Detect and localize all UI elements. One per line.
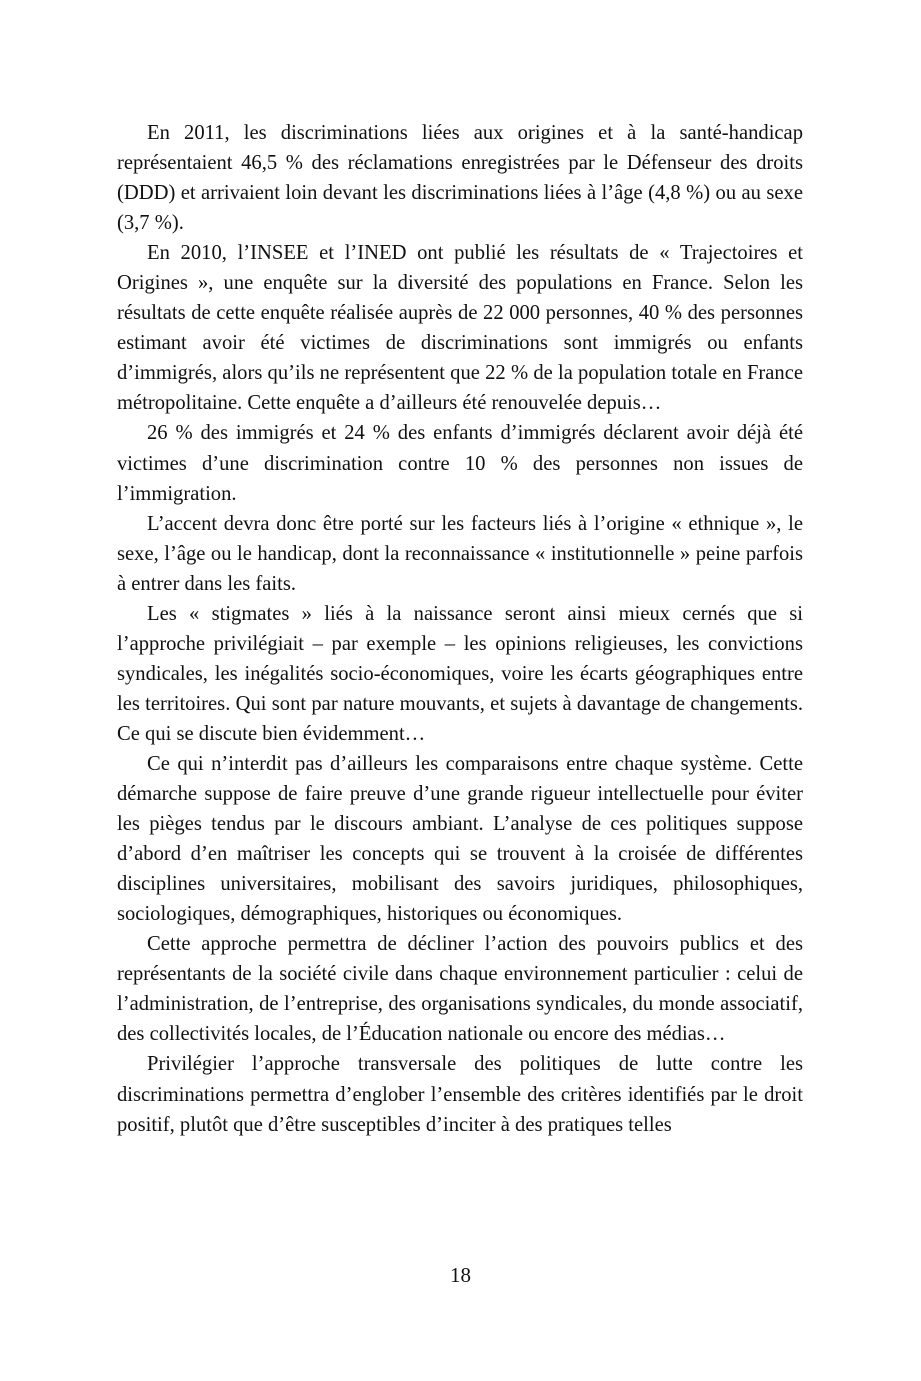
paragraph-5: Les « stigmates » liés à la naissance seront ainsi mieux cernés que si l’approche privilégiait – par exemple – les opinions religieuses, les convictions syndicales, les inégalités socio-économiques, voire les écarts géographiques entre les territoires. Qui sont par nature mouvants, et sujets à davantage de changements. Ce qui se discute bien évidemment… xyxy=(117,602,803,745)
paragraph-3: 26 % des immigrés et 24 % des enfants d’immigrés déclarent avoir déjà été victimes d’une discrimination contre 10 % des personnes non issues de l’immigration. xyxy=(117,422,803,505)
paragraph-1: En 2011, les discriminations liées aux origines et à la santé-handicap représentaient 46,5 % des réclamations enregistrées par le Défenseur des droits (DDD) et arrivaient loin devant les discriminations liées à l’âge (4,8 %) ou au sexe (3,7 %). xyxy=(117,122,803,235)
paragraph-7: Cette approche permettra de décliner l’action des pouvoirs publics et des représentants de la société civile dans chaque environnement particulier : celui de l’administration, de l’entreprise, des organisations syndicales, du monde associatif, des collectivités locales, de l’Éducation nationale ou encore des médias… xyxy=(117,933,803,1046)
page-number: 18 xyxy=(450,1263,471,1287)
paragraph-4: L’accent devra donc être porté sur les facteurs liés à l’origine « ethnique », le sexe, l’âge ou le handicap, dont la reconnaissance « institutionnelle » peine parfois à entrer dans les faits. xyxy=(117,512,803,595)
paragraph-8: Privilégier l’approche transversale des politiques de lutte contre les discriminations permettra d’englober l’ensemble des critères identifiés par le droit positif, plutôt que d’être susceptibles d’inciter à des pratiques telles xyxy=(117,1053,803,1136)
paragraph-2: En 2010, l’INSEE et l’INED ont publié les résultats de « Trajectoires et Origines », une enquête sur la diversité des populations en France. Selon les résultats de cette enquête réalisée auprès de 22 000 personnes, 40 % des personnes estimant avoir été victimes de discriminations sont immigrés ou enfants d’immigrés, alors qu’ils ne représentent que 22 % de la population totale en France métropolitaine. Cette enquête a d’ailleurs été renouvelée depuis… xyxy=(117,242,803,415)
body-text xyxy=(117,118,803,1140)
paragraph-6: Ce qui n’interdit pas d’ailleurs les comparaisons entre chaque système. Cette démarche suppose de faire preuve d’une grande rigueur intellectuelle pour éviter les pièges tendus par le discours ambiant. L’analyse de ces politiques suppose d’abord d’en maîtriser les concepts qui se trouvent à la croisée de différentes disciplines universitaires, mobilisant des savoirs juridiques, philosophiques, sociologiques, démographiques, historiques ou économiques. xyxy=(117,752,803,926)
